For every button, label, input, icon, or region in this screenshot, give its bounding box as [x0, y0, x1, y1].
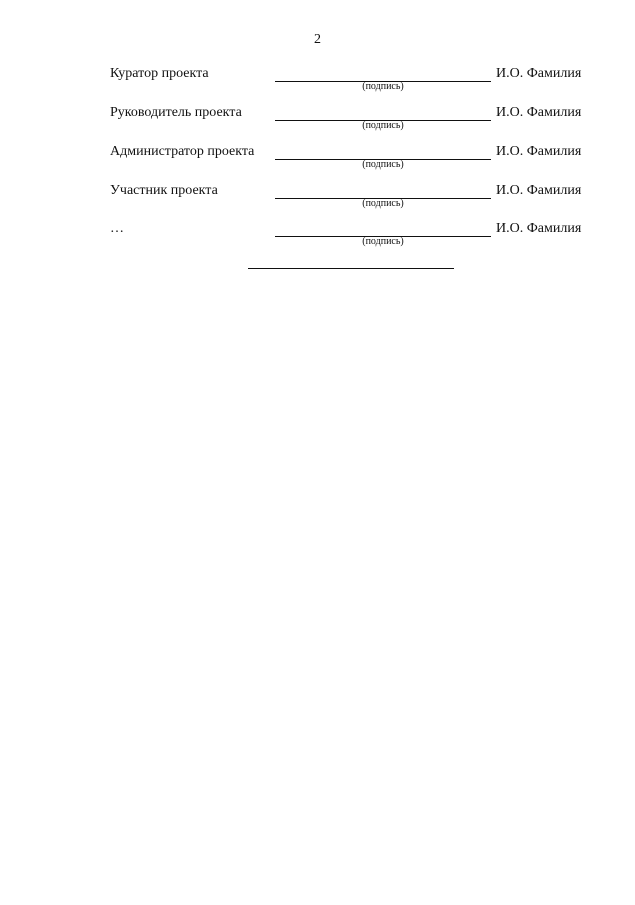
signature-row-more: [0, 221, 635, 251]
signature-role: Руководитель проекта: [110, 105, 242, 120]
signature-role: Администратор проекта: [110, 144, 255, 159]
end-of-document-rule: [248, 268, 454, 269]
page-number: 2: [314, 32, 321, 47]
signature-row-administrator: [0, 144, 635, 174]
signature-caption: (подпись): [362, 120, 404, 131]
signature-caption: (подпись): [362, 198, 404, 209]
signature-name: И.О. Фамилия: [496, 144, 582, 159]
signature-role: Куратор проекта: [110, 66, 209, 81]
signature-name: И.О. Фамилия: [496, 221, 582, 236]
signature-caption: (подпись): [362, 236, 404, 247]
signature-name: И.О. Фамилия: [496, 183, 582, 198]
signature-caption: (подпись): [362, 81, 404, 92]
signature-row-curator: [0, 66, 635, 96]
signature-name: И.О. Фамилия: [496, 66, 582, 81]
signature-row-manager: [0, 105, 635, 135]
signature-row-participant: [0, 183, 635, 213]
signature-role: Участник проекта: [110, 183, 218, 198]
signature-name: И.О. Фамилия: [496, 105, 582, 120]
signature-role: …: [110, 221, 124, 236]
signature-caption: (подпись): [362, 159, 404, 170]
